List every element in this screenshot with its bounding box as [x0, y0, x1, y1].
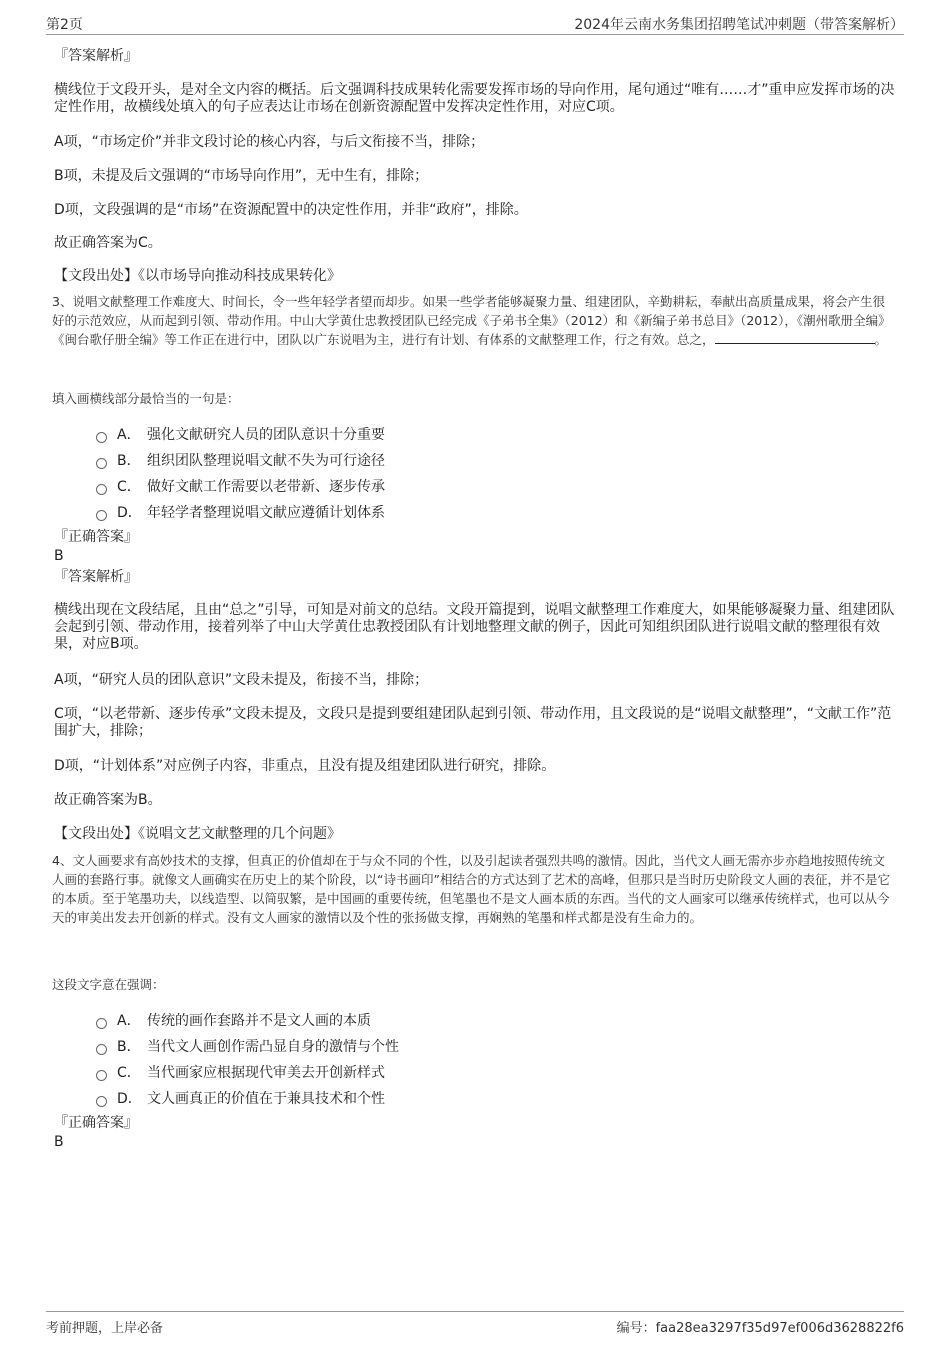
radio-button[interactable]	[96, 458, 107, 469]
correct-answer: B	[54, 548, 64, 564]
page-footer	[46, 1311, 904, 1336]
analysis-option-d: D项，文段强调的是“市场”在资源配置中的决定性作用，并非“政府”，排除。	[54, 202, 528, 218]
source-citation: 【文段出处】《说唱文艺文献整理的几个问题》	[54, 826, 341, 842]
answer-conclusion: 故正确答案为B。	[54, 792, 162, 808]
page-header	[46, 12, 904, 35]
radio-button[interactable]	[96, 510, 107, 521]
analysis-option-a: A项，“研究人员的团队意识”文段未提及，衔接不当，排除；	[54, 672, 429, 688]
correct-answer: B	[54, 1134, 64, 1150]
analysis-option-a: A项，“市场定价”并非文段讨论的核心内容，与后文衔接不当，排除；	[54, 134, 485, 150]
analysis-heading: 『答案解析』	[54, 48, 138, 64]
radio-button[interactable]	[96, 432, 107, 443]
question-3-option-c[interactable]: C． 做好文献工作需要以老带新、逐步传承	[96, 476, 385, 496]
correct-answer-heading: 『正确答案』	[54, 529, 138, 545]
question-3-option-d[interactable]: D． 年轻学者整理说唱文献应遵循计划体系	[96, 502, 385, 522]
question-4-option-c[interactable]: C． 当代画家应根据现代审美去开创新样式	[96, 1062, 385, 1082]
document-id: 编号：faa28ea3297f35d97ef006d3628822f6	[616, 1321, 904, 1336]
radio-button[interactable]	[96, 1070, 107, 1081]
question-4-prompt: 这段文字意在强调：	[52, 977, 165, 992]
analysis-option-c: C项，“以老带新、逐步传承”文段未提及，文段只是提到要组建团队起到引领、带动作用，且文段说的是“说唱文献整理”，“文献工作”范围扩大，排除；	[54, 706, 892, 739]
analysis-paragraph: 横线位于文段开头，是对全文内容的概括。后文强调科技成果转化需要发挥市场的导向作用，尾句通过“唯有……才”重申应发挥市场的决定性作用，故横线处填入的句子应表达让市场在创新资源配置中发挥决定性作用，对应C项。	[54, 82, 895, 115]
page-number: 第2页	[46, 17, 83, 33]
footer-slogan: 考前押题，上岸必备	[46, 1321, 164, 1336]
question-4-option-b[interactable]: B． 当代文人画创作需凸显自身的激情与个性	[96, 1036, 399, 1056]
analysis-option-b: B项，未提及后文强调的“市场导向作用”，无中生有，排除；	[54, 168, 429, 184]
analysis-heading: 『答案解析』	[54, 569, 138, 585]
analysis-option-d: D项，“计划体系”对应例子内容，非重点，且没有提及组建团队进行研究，排除。	[54, 758, 556, 774]
document-title: 2024年云南水务集团招聘笔试冲刺题（带答案解析）	[574, 17, 904, 33]
radio-button[interactable]	[96, 1018, 107, 1029]
question-3-option-a[interactable]: A． 强化文献研究人员的团队意识十分重要	[96, 424, 385, 444]
question-3-option-b[interactable]: B． 组织团队整理说唱文献不失为可行途径	[96, 450, 385, 470]
correct-answer-heading: 『正确答案』	[54, 1115, 138, 1131]
radio-button[interactable]	[96, 484, 107, 495]
question-4-option-d[interactable]: D． 文人画真正的价值在于兼具技术和个性	[96, 1088, 385, 1108]
analysis-paragraph: 横线出现在文段结尾，且由“总之”引导，可知是对前文的总结。文段开篇提到，说唱文献整理工作难度大，如果能够凝聚力量、组建团队会起到引领、带动作用，接着列举了中山大学黄仕忠教授团队有计划地整理文献的例子，因此可知组织团队进行说唱文献的整理很有效果，对应B项。	[54, 602, 895, 652]
radio-button[interactable]	[96, 1096, 107, 1107]
answer-conclusion: 故正确答案为C。	[54, 235, 162, 251]
radio-button[interactable]	[96, 1044, 107, 1055]
fill-in-blank	[715, 331, 875, 344]
question-3-stem: 3、说唱文献整理工作难度大、时间长，令一些年轻学者望而却步。如果一些学者能够凝聚力量、组建团队，辛勤耕耘，奉献出高质量成果，将会产生很好的示范效应，从而起到引领、带动作用。中山大学黄仕忠教授团队已经完成《子弟书全集》（2012）和《新编子弟书总目》（2012），《潮州歌册全编》《闽台歌仔册全编》等工作正在进行中，团队以广东说唱为主，进行有计划、有体系的文献整理工作，行之有效。总之， 。	[52, 294, 891, 347]
source-citation: 【文段出处】《以市场导向推动科技成果转化》	[54, 268, 341, 284]
question-4-stem: 4、文人画要求有高妙技术的支撑，但真正的价值却在于与众不同的个性，以及引起读者强烈共鸣的激情。因此，当代文人画无需亦步亦趋地按照传统文人画的套路行事。就像文人画确实在历史上的某个阶段，以“诗书画印”相结合的方式达到了艺术的高峰，但那只是当时历史阶段文人画的表征，并不是它的本质。至于笔墨功夫，以线造型、以简驭繁，是中国画的重要传统，但笔墨也不是文人画本质的东西。当代的文人画家可以继承传统样式，也可以从今天的审美出发去开创新的样式。没有文人画家的激情以及个性的张扬做支撑，再娴熟的笔墨和样式都是没有生命力的。	[52, 853, 890, 925]
question-3-prompt: 填入画横线部分最恰当的一句是：	[52, 391, 240, 406]
question-4-option-a[interactable]: A． 传统的画作套路并不是文人画的本质	[96, 1010, 371, 1030]
